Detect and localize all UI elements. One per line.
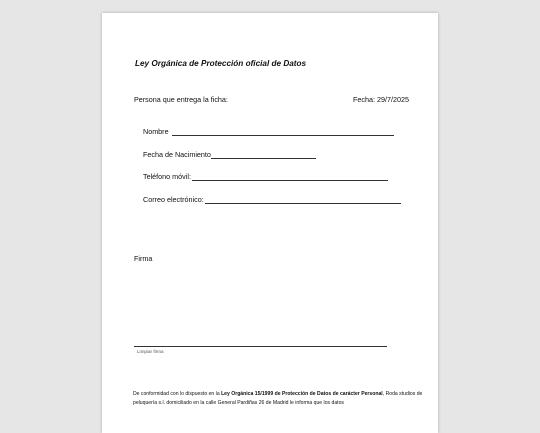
email-label: Correo electrónico: — [143, 195, 204, 204]
date-label: Fecha: 29/7/2025 — [353, 95, 409, 104]
data-protection-notice — [133, 390, 423, 408]
notice-law-name: Ley Orgánica 15/1999 de Protección de Datos de carácter Personal — [221, 391, 383, 397]
form-page — [102, 13, 438, 433]
phone-field[interactable] — [192, 180, 388, 181]
notice-text-end: , Roda studios de peluquería s.l. domiciliado en la calle General Pardiñas 26 de Madrid le informa que los datos — [133, 391, 423, 406]
clear-signature-link[interactable]: Limpiar firma — [137, 349, 164, 354]
name-field[interactable] — [172, 135, 394, 136]
document-title: Ley Orgánica de Protección oficial de Datos — [135, 59, 307, 68]
name-label: Nombre — [143, 127, 169, 136]
birth-date-label: Fecha de Nacimiento — [143, 150, 211, 159]
email-field[interactable] — [205, 203, 401, 204]
phone-label: Teléfono móvil: — [143, 172, 191, 181]
birth-date-field[interactable] — [211, 158, 316, 159]
signature-label: Firma — [134, 254, 153, 263]
delivery-person-label: Persona que entrega la ficha: — [134, 95, 228, 104]
signature-pad[interactable] — [134, 346, 387, 347]
notice-text-start: De conformidad con lo dispuesto en la — [133, 391, 222, 397]
